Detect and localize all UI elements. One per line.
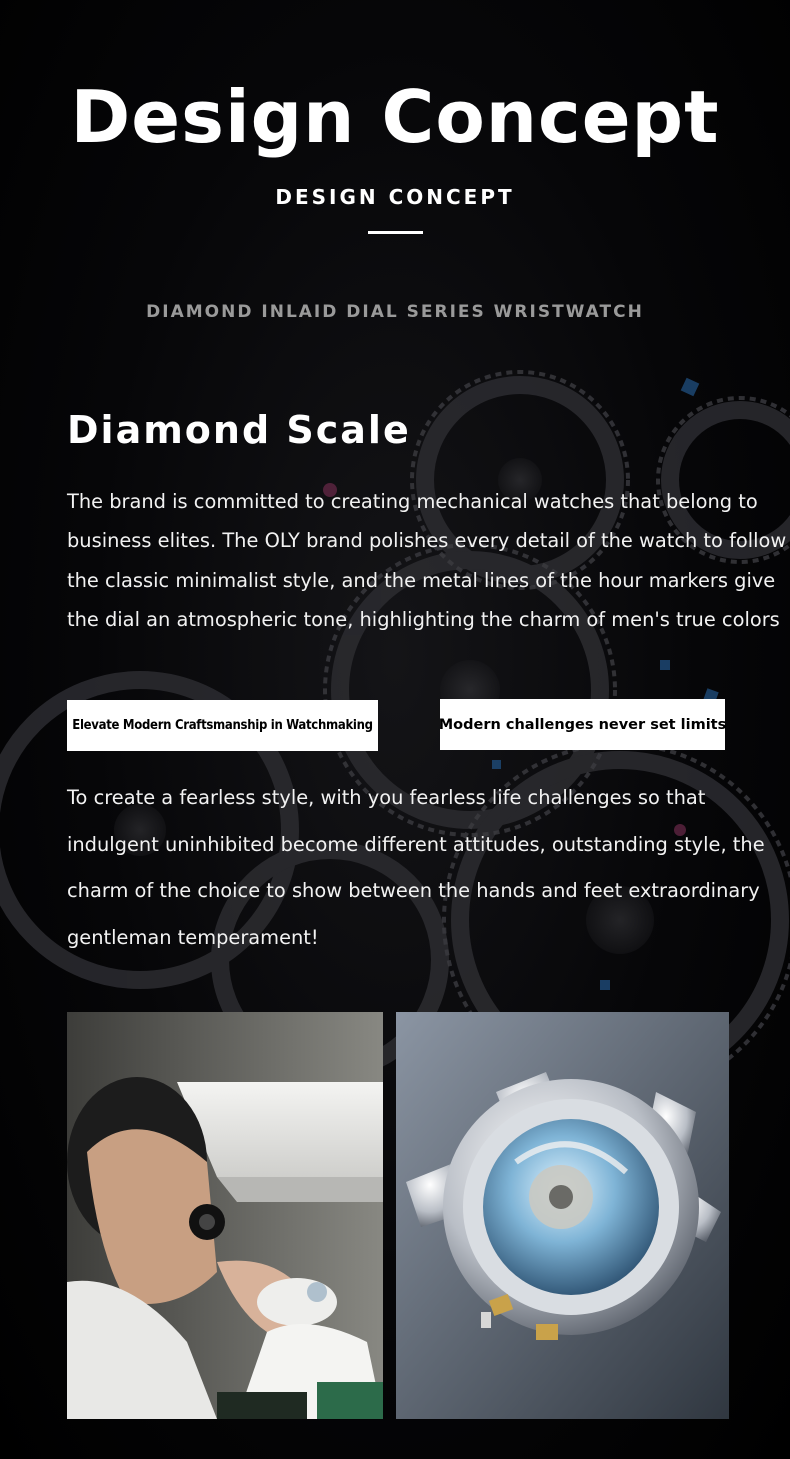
page-subtitle: DESIGN CONCEPT (275, 185, 515, 209)
challenges-tag: Modern challenges never set limits (440, 699, 725, 750)
title-divider (368, 231, 423, 234)
series-caption: DIAMOND INLAID DIAL SERIES WRISTWATCH (146, 302, 644, 322)
intro-paragraph: The brand is committed to creating mechanical watches that belong to business elites. The OLY brand polishes every detail of the watch to follow the classic minimalist style, and the metal lines of the hour markers give the dial an atmospheric tone, highlighting the charm of men's true colors (67, 490, 787, 631)
watch-caseback-photo (396, 1012, 729, 1419)
watchmaker-photo (67, 1012, 383, 1419)
style-paragraph: To create a fearless style, with you fearless life challenges so that indulgent uninhibited become different attitudes, outstanding style, the charm of the choice to show between the hands and feet extraordinary gentleman temperament! (67, 786, 765, 949)
section-heading: Diamond Scale (67, 408, 411, 452)
page-title: Design Concept (70, 75, 720, 159)
craftsmanship-tag: Elevate Modern Craftsmanship in Watchmaking (67, 700, 378, 751)
